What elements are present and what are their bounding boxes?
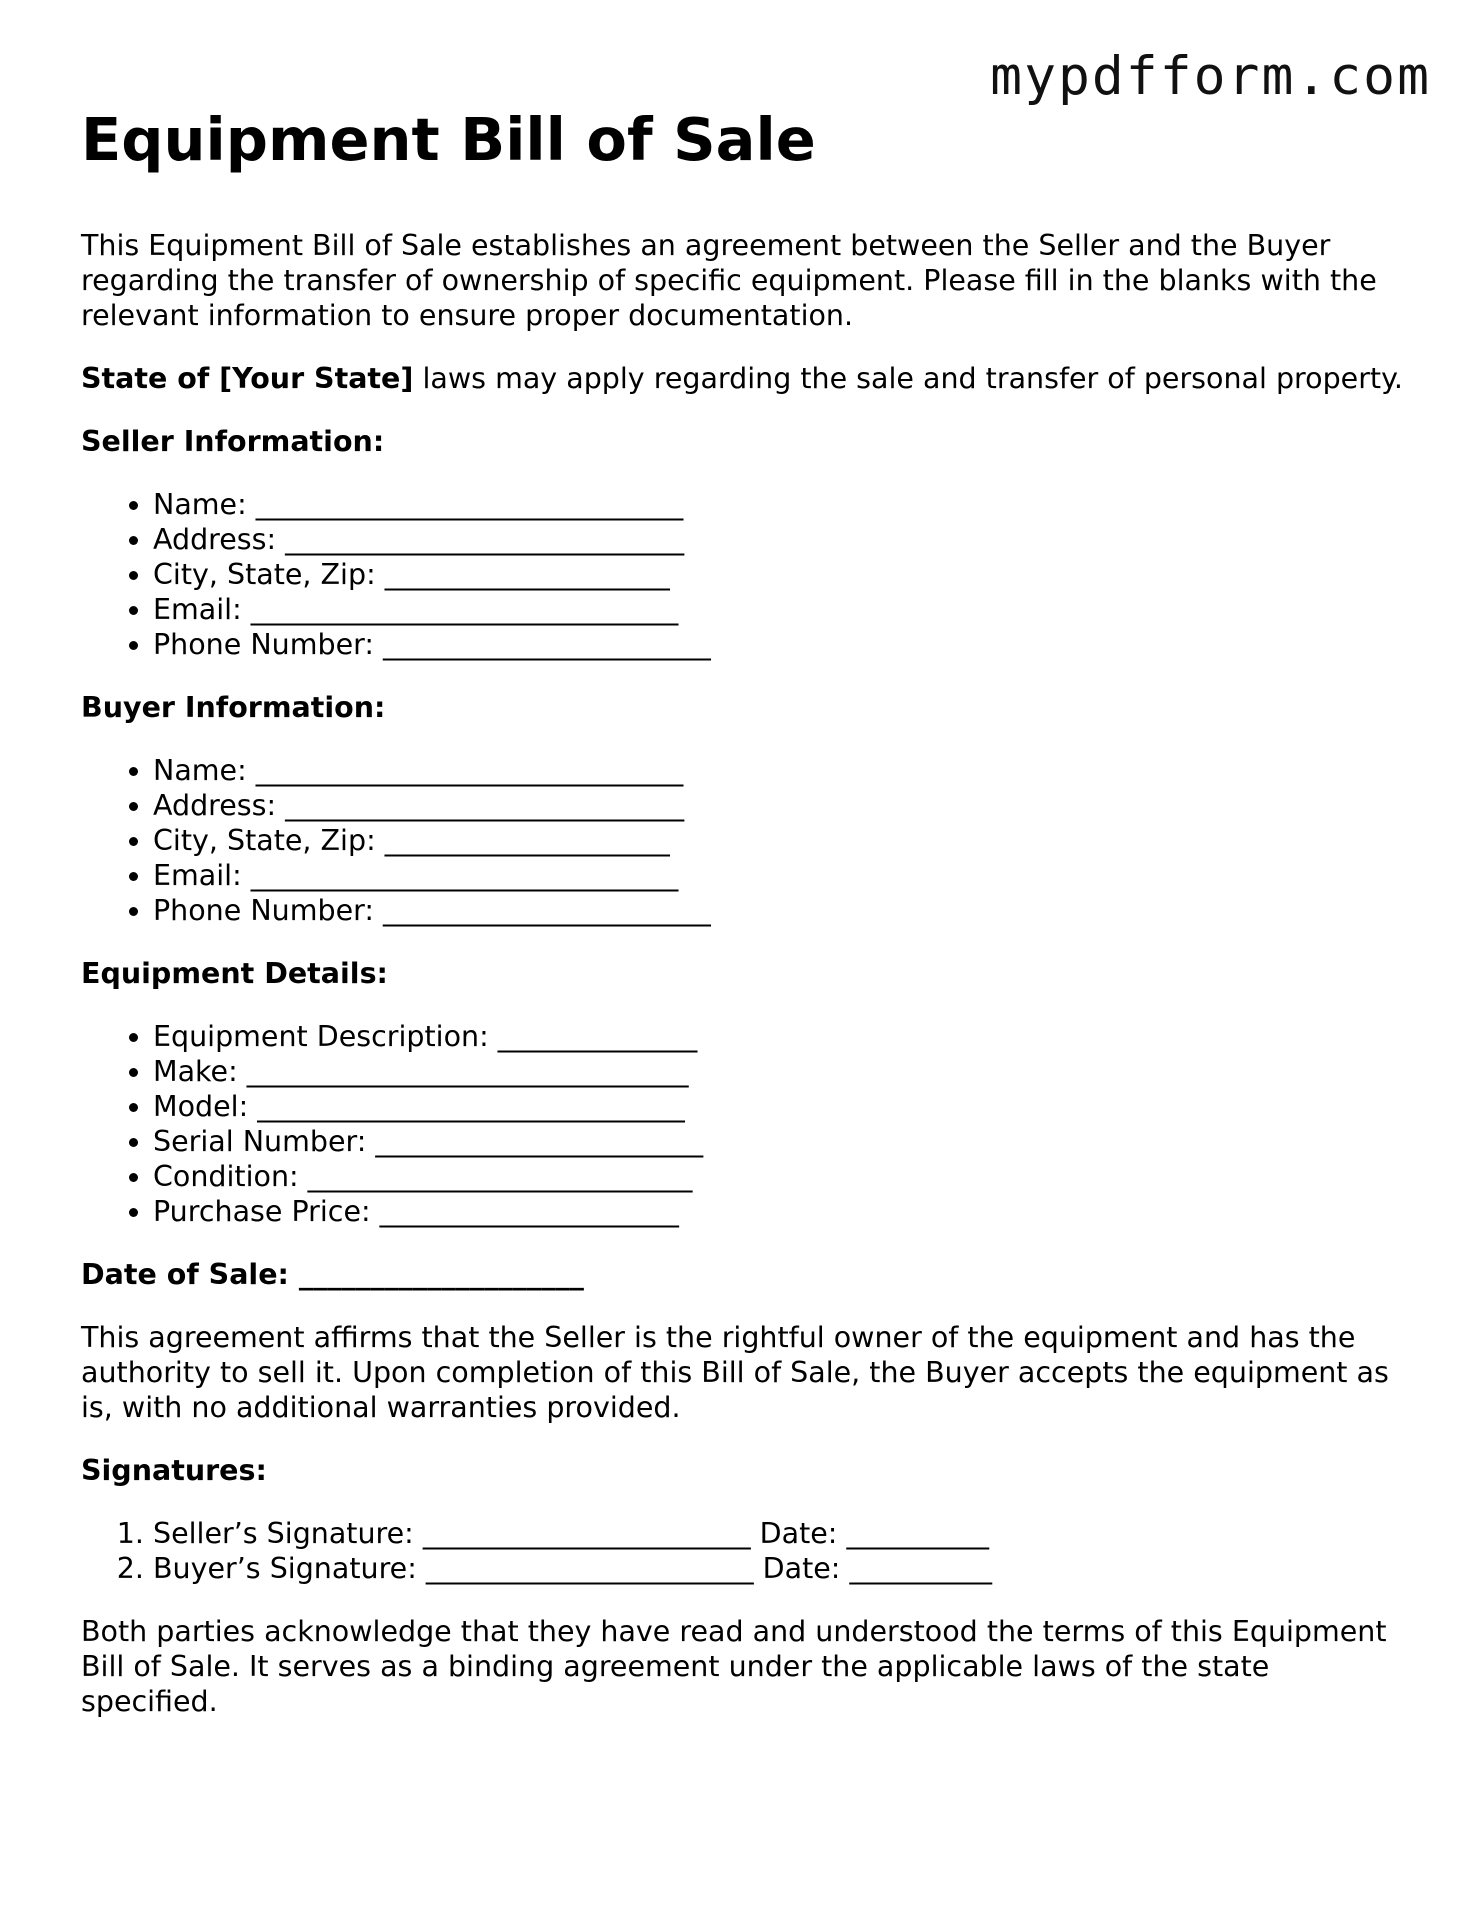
buyer-heading: Buyer Information:: [81, 691, 386, 724]
buyer-date-blank[interactable]: __________: [849, 1552, 992, 1585]
equipment-model-field: [153, 1089, 1411, 1124]
field-label: Phone Number:: [153, 894, 383, 927]
seller-city-state-zip-field: [153, 557, 1411, 592]
buyer-signature-line: [153, 1551, 1411, 1586]
equipment-condition-field: [153, 1159, 1411, 1194]
equipment-description-field: [153, 1019, 1411, 1054]
watermark: mypdfform.com: [990, 46, 1431, 107]
field-label: Serial Number:: [153, 1125, 376, 1158]
equipment-make-blank[interactable]: _______________________________: [246, 1055, 689, 1088]
field-label: City, State, Zip:: [153, 824, 385, 857]
buyer-signature-label: Buyer’s Signature:: [153, 1552, 426, 1585]
field-label: Email:: [153, 859, 251, 892]
seller-signature-line: [153, 1516, 1411, 1551]
date-of-sale-label: Date of Sale:: [81, 1258, 299, 1291]
seller-name-field: [153, 487, 1411, 522]
buyer-address-blank[interactable]: ____________________________: [285, 789, 685, 822]
buyer-address-field: [153, 788, 1411, 823]
state-notice-bold: State of [Your State]: [81, 362, 414, 395]
seller-email-field: [153, 592, 1411, 627]
field-label: Address:: [153, 523, 286, 556]
intro-paragraph: This Equipment Bill of Sale establishes an agreement between the Seller and the Buyer regarding the transfer of ownership of specific equipment. Please fill in the blanks with the relevant information to ensure proper documentation.: [81, 229, 1377, 332]
equipment-price-field: [153, 1194, 1411, 1229]
buyer-phone-blank[interactable]: _______________________: [383, 894, 711, 927]
date-of-sale: [81, 1257, 1411, 1292]
state-notice-text: laws may apply regarding the sale and transfer of personal property.: [413, 362, 1403, 395]
buyer-city-state-zip-field: [153, 823, 1411, 858]
buyer-fields-list: [81, 753, 1411, 928]
signatures-heading: Signatures:: [81, 1454, 267, 1487]
seller-address-field: [153, 522, 1411, 557]
document-body: [81, 100, 1411, 1747]
buyer-city-state-zip-blank[interactable]: ____________________: [384, 824, 670, 857]
field-label: Email:: [153, 593, 251, 626]
seller-fields-list: [81, 487, 1411, 662]
equipment-make-field: [153, 1054, 1411, 1089]
signatures-list: [81, 1516, 1411, 1586]
field-label: Equipment Description:: [153, 1020, 498, 1053]
seller-address-blank[interactable]: ____________________________: [285, 523, 685, 556]
equipment-serial-field: [153, 1124, 1411, 1159]
field-label: Model:: [153, 1090, 258, 1123]
field-label: City, State, Zip:: [153, 558, 385, 591]
seller-signature-blank[interactable]: _______________________: [422, 1517, 751, 1550]
buyer-name-blank[interactable]: ______________________________: [255, 754, 684, 787]
buyer-date-label: Date:: [753, 1552, 850, 1585]
affirmation-paragraph: This agreement affirms that the Seller is the rightful owner of the equipment and has the authority to sell it. Upon completion of this Bill of Sale, the Buyer accepts the equipment as is, with no additional warranties provided.: [81, 1321, 1389, 1424]
seller-date-label: Date:: [750, 1517, 847, 1550]
equipment-fields-list: [81, 1019, 1411, 1229]
document-title: Equipment Bill of Sale: [81, 105, 816, 174]
equipment-heading: Equipment Details:: [81, 957, 388, 990]
seller-signature-label: Seller’s Signature:: [153, 1517, 423, 1550]
seller-name-blank[interactable]: ______________________________: [255, 488, 684, 521]
buyer-phone-field: [153, 893, 1411, 928]
date-of-sale-blank[interactable]: ____________________: [298, 1258, 584, 1291]
buyer-signature-blank[interactable]: _______________________: [425, 1552, 754, 1585]
equipment-serial-blank[interactable]: _______________________: [375, 1125, 704, 1158]
seller-email-blank[interactable]: ______________________________: [250, 593, 679, 626]
seller-phone-blank[interactable]: _______________________: [383, 628, 711, 661]
equipment-model-blank[interactable]: ______________________________: [257, 1090, 685, 1123]
state-notice: [81, 361, 1411, 396]
field-label: Make:: [153, 1055, 247, 1088]
buyer-name-field: [153, 753, 1411, 788]
equipment-condition-blank[interactable]: ___________________________: [307, 1160, 693, 1193]
buyer-email-field: [153, 858, 1411, 893]
field-label: Phone Number:: [153, 628, 383, 661]
field-label: Condition:: [153, 1160, 308, 1193]
seller-date-blank[interactable]: __________: [846, 1517, 989, 1550]
seller-phone-field: [153, 627, 1411, 662]
field-label: Name:: [153, 754, 256, 787]
field-label: Address:: [153, 789, 286, 822]
seller-city-state-zip-blank[interactable]: ____________________: [384, 558, 670, 591]
closing-paragraph: Both parties acknowledge that they have read and understood the terms of this Equipment Bill of Sale. It serves as a binding agreement under the applicable laws of the state specified.: [81, 1615, 1387, 1718]
field-label: Name:: [153, 488, 256, 521]
field-label: Purchase Price:: [153, 1195, 380, 1228]
buyer-email-blank[interactable]: ______________________________: [250, 859, 679, 892]
equipment-description-blank[interactable]: ______________: [497, 1020, 698, 1053]
equipment-price-blank[interactable]: _____________________: [379, 1195, 679, 1228]
seller-heading: Seller Information:: [81, 425, 385, 458]
